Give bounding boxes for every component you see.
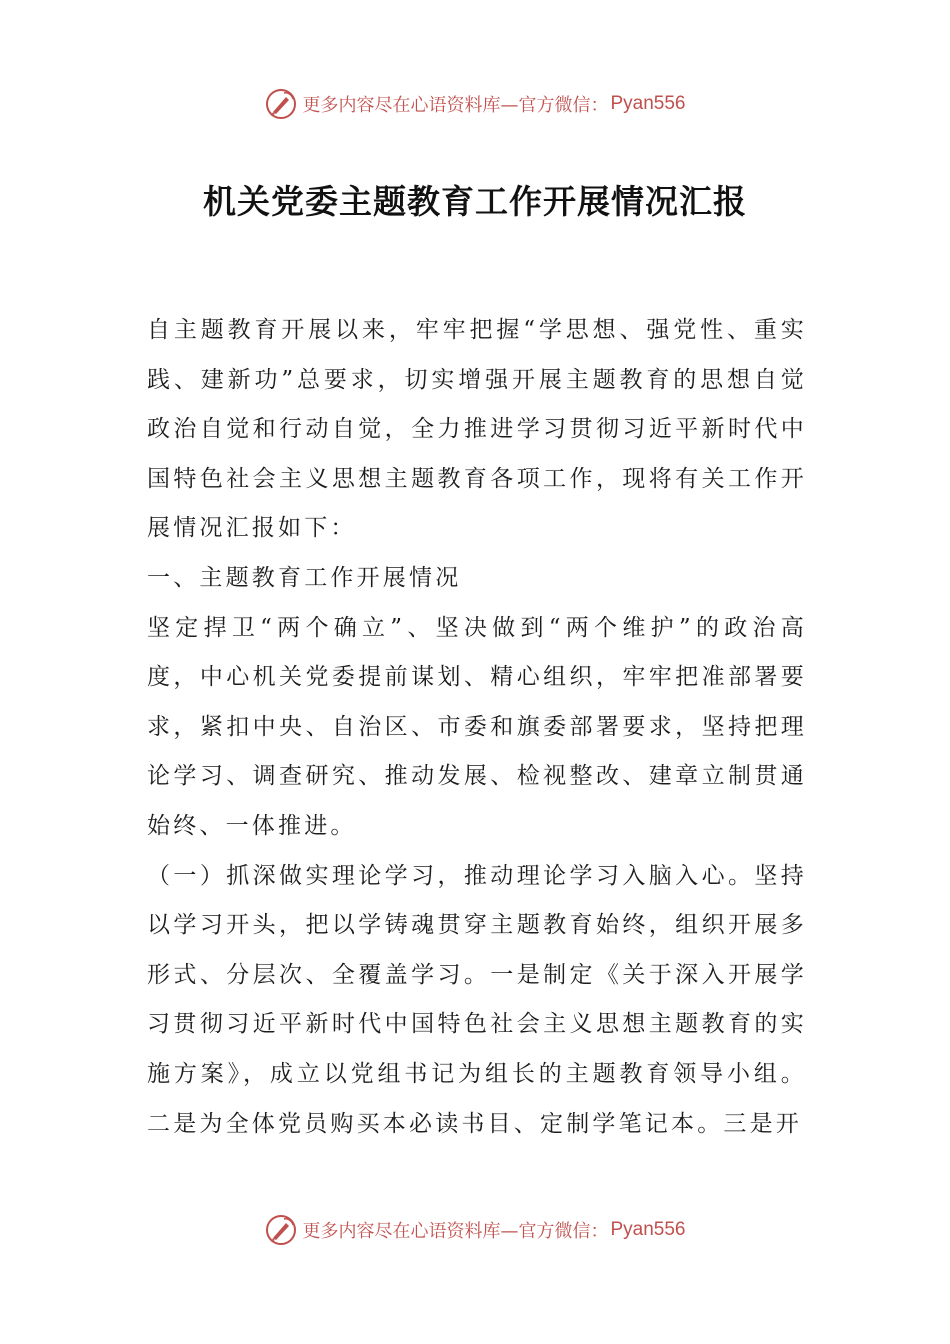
document-title: 机关党委主题教育工作开展情况汇报 bbox=[203, 182, 747, 221]
watermark-text: 更多内容尽在心语资料库—官方微信： bbox=[302, 1221, 609, 1242]
footer-watermark bbox=[0, 1210, 950, 1250]
pen-circle-logo-icon bbox=[264, 87, 298, 121]
document-body bbox=[147, 306, 807, 1149]
paragraph-intro: 自主题教育开展以来，牢牢把握“学思想、强党性、重实践、建新功”总要求，切实增强开展主题教育的思想自觉政治自觉和行动自觉，全力推进学习贯彻习近平新时代中国特色社会主义思想主题教育各项工作，现将有关工作开展情况汇报如下： bbox=[147, 317, 807, 542]
header-watermark bbox=[0, 84, 950, 124]
watermark-handle: Pyan556 bbox=[610, 93, 686, 114]
paragraph-overview: 坚定捍卫“两个确立”、坚决做到“两个维护”的政治高度，中心机关党委提前谋划、精心组织，牢牢把准部署要求，紧扣中央、自治区、市委和旗委部署要求，坚持把理论学习、调查研究、推动发展、检视整改、建章立制贯通始终、一体推进。 bbox=[147, 614, 807, 839]
paragraph-theory-study: （一）抓深做实理论学习，推动理论学习入脑入心。坚持以学习开头，把以学铸魂贯穿主题教育始终，组织开展多形式、分层次、全覆盖学习。一是制定《关于深入开展学习贯彻习近平新时代中国特色社会主义思想主题教育的实施方案》，成立以党组书记为组长的主题教育领导小组。二是为全体党员购买本必读书目、定制学笔记本。三是开 bbox=[147, 862, 807, 1137]
watermark-handle: Pyan556 bbox=[610, 1219, 686, 1240]
section-heading: 一、主题教育工作开展情况 bbox=[147, 564, 462, 591]
watermark-text: 更多内容尽在心语资料库—官方微信： bbox=[302, 95, 609, 116]
pen-circle-logo-icon bbox=[264, 1213, 298, 1247]
